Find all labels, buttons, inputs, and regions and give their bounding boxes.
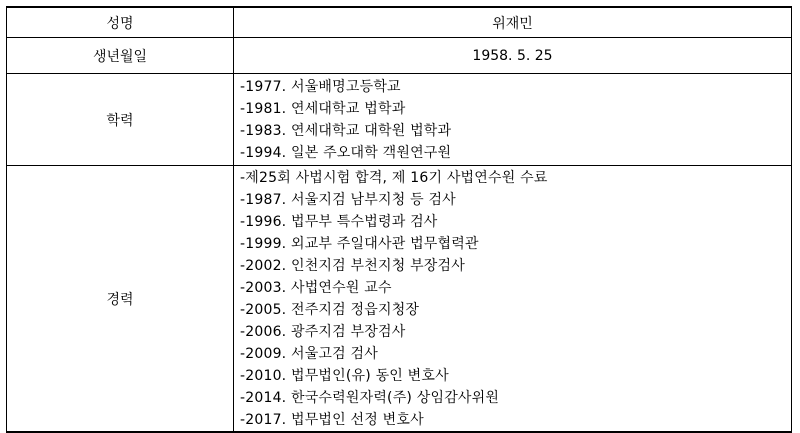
career-item: -1999. 외교부 주일대사관 법무협력관 xyxy=(240,236,479,252)
career-item: -2006. 광주지검 부장검사 xyxy=(240,324,406,340)
education-list xyxy=(240,75,791,164)
education-label: 학력 xyxy=(7,74,234,166)
birth-value: 1958. 5. 25 xyxy=(234,38,792,74)
career-list xyxy=(240,166,791,431)
career-label: 경력 xyxy=(7,166,234,433)
education-item: -1994. 일본 주오대학 객원연구원 xyxy=(240,145,452,161)
career-item: -2010. 법무법인(유) 동인 변호사 xyxy=(240,368,449,384)
career-item: -제25회 사법시험 합격, 제 16기 사법연수원 수료 xyxy=(240,170,548,186)
education-item: -1983. 연세대학교 대학원 법학과 xyxy=(240,123,452,139)
career-item: -2005. 전주지검 정읍지청장 xyxy=(240,302,420,318)
education-item: -1977. 서울배명고등학교 xyxy=(240,79,401,95)
name-label: 성명 xyxy=(7,7,234,38)
profile-sheet xyxy=(6,6,792,433)
career-item: -1987. 서울지검 남부지청 등 검사 xyxy=(240,192,456,208)
career-row xyxy=(7,166,792,433)
birth-label: 생년월일 xyxy=(7,38,234,74)
birth-row xyxy=(7,38,792,74)
name-value: 위재민 xyxy=(234,7,792,38)
name-row xyxy=(7,7,792,38)
career-item: -2009. 서울고검 검사 xyxy=(240,346,378,362)
profile-table xyxy=(6,6,792,433)
career-item: -2014. 한국수력원자력(주) 상임감사위원 xyxy=(240,390,500,406)
career-cell xyxy=(234,166,792,433)
career-item: -2002. 인천지검 부천지청 부장검사 xyxy=(240,258,465,274)
career-item: -1996. 법무부 특수법령과 검사 xyxy=(240,214,438,230)
education-item: -1981. 연세대학교 법학과 xyxy=(240,101,406,117)
career-item: -2003. 사법연수원 교수 xyxy=(240,280,392,296)
education-cell xyxy=(234,74,792,166)
career-item: -2017. 법무법인 선정 변호사 xyxy=(240,412,424,428)
education-row xyxy=(7,74,792,166)
